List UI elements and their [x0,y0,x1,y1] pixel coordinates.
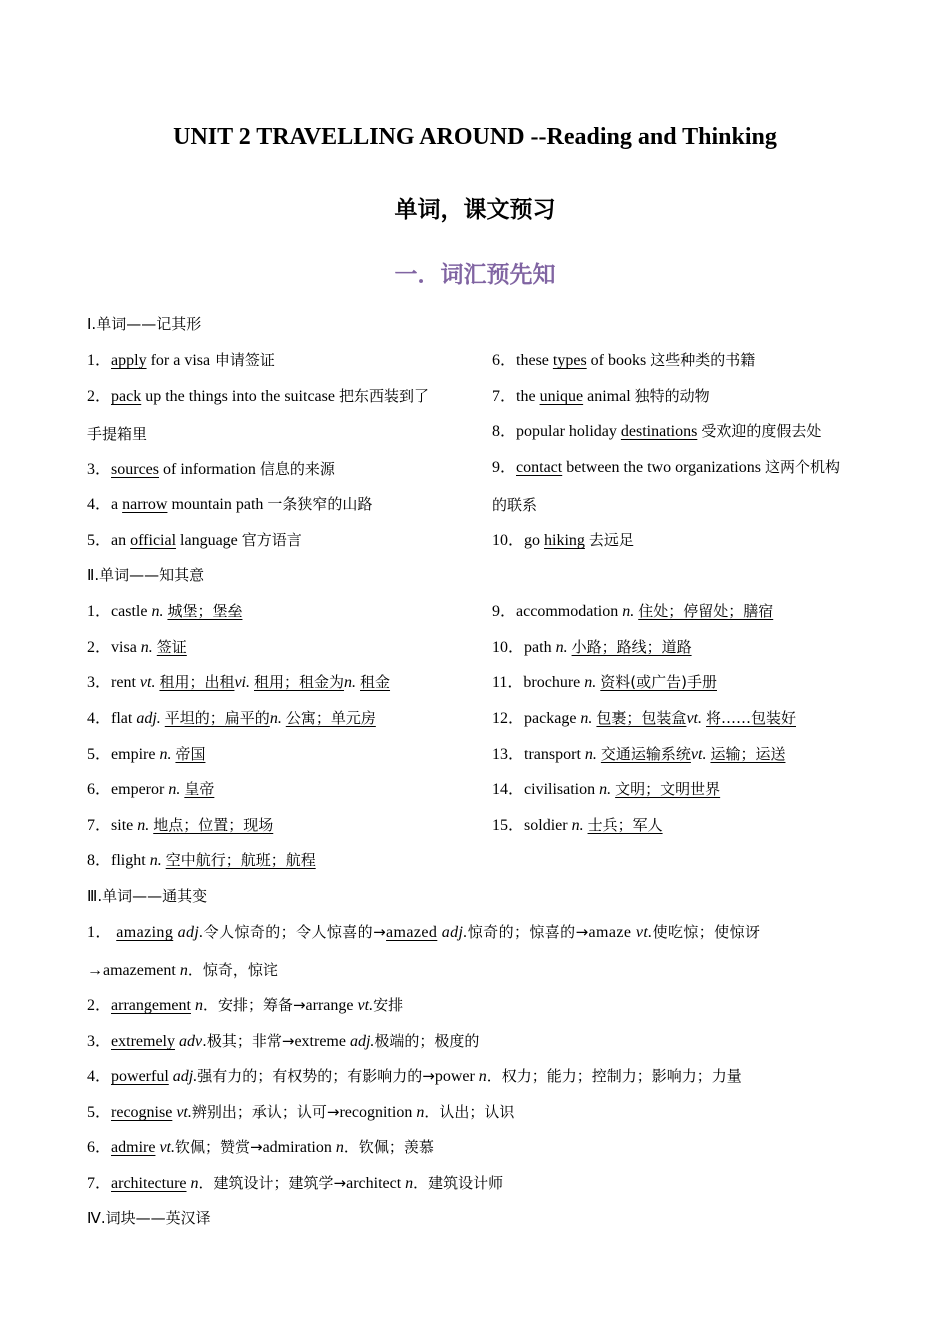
list-item: 12．package n. 包裹；包装盒vt. 将……包装好 [492,709,796,727]
list-item: 2．arrangement n．安排；筹备→arrange vt.安排 [87,996,404,1014]
list-item: 5．an official language 官方语言 [87,531,302,549]
list-item: 8．flight n. 空中航行；航班；航程 [87,851,316,869]
list-item: 9．accommodation n. 住处；停留处；膳宿 [492,602,774,620]
list-item: 9．contact between the two organizations 这两个机构 [492,458,840,476]
unit-title: UNIT 2 TRAVELLING AROUND --Reading and Thinking [173,124,777,150]
list-item: 7．the unique animal 独特的动物 [492,387,710,405]
list-item: 5．recognise vt.辨别出；承认；认可→recognition n．认出；认识 [87,1103,515,1121]
list-item: 8．popular holiday destinations 受欢迎的度假去处 [492,422,822,440]
list-item: 4．flat adj. 平坦的；扁平的n. 公寓；单元房 [87,709,376,727]
list-item: 2．visa n. 签证 [87,638,187,656]
list-item: 4．a narrow mountain path 一条狭窄的山路 [87,495,373,513]
list-item-continuation: 的联系 [492,496,538,514]
list-item: 4．powerful adj.强有力的；有权势的；有影响力的→power n．权力；能力；控制力；影响力；力量 [87,1067,742,1085]
list-item: 6．these types of books 这些种类的书籍 [492,351,756,369]
list-item: 6．admire vt.钦佩；赞赏→admiration n．钦佩；羡慕 [87,1138,434,1156]
subtitle: 单词，课文预习 [394,196,556,223]
list-item-continuation: →amazement n．惊奇，惊诧 [87,961,278,979]
list-item: 3．rent vt. 租用；出租vi. 租用；租金为n. 租金 [87,673,391,691]
list-item: 3．sources of information 信息的来源 [87,460,335,478]
list-item: 10．path n. 小路；路线；道路 [492,638,692,656]
list-item: 3．extremely adv.极其；非常→extreme adj.极端的；极度的 [87,1032,480,1050]
list-item: 7．architecture n．建筑设计；建筑学→architect n．建筑设计师 [87,1174,504,1192]
part4-heading: Ⅳ.词块——英汉译 [87,1209,211,1227]
list-item: 7．site n. 地点；位置；现场 [87,816,274,834]
list-item: 14．civilisation n. 文明；文明世界 [492,780,721,798]
list-item: 2．pack up the things into the suitcase 把东西装到了 [87,387,429,405]
section-title: 一．词汇预先知 [394,262,556,288]
list-item: 10．go hiking 去远足 [492,531,634,549]
list-item: 1． amazing adj.令人惊奇的；令人惊喜的→amazed adj.惊奇的；惊喜的→amaze vt.使吃惊；使惊讶 [87,923,761,941]
list-item: 15．soldier n. 士兵；军人 [492,816,663,834]
part3-heading: Ⅲ.单词——通其变 [87,887,208,905]
list-item: 6．emperor n. 皇帝 [87,780,215,798]
list-item: 1．castle n. 城堡；堡垒 [87,602,243,620]
list-item: 11．brochure n. 资料(或广告)手册 [492,673,717,691]
list-item: 5．empire n. 帝国 [87,745,206,763]
list-item: 13．transport n. 交通运输系统vt. 运输；运送 [492,745,786,763]
list-item: 1．apply for a visa 申请签证 [87,351,275,369]
part1-heading: Ⅰ.单词——记其形 [87,315,202,333]
list-item-continuation: 手提箱里 [87,425,148,443]
part2-heading: Ⅱ.单词——知其意 [87,566,205,584]
